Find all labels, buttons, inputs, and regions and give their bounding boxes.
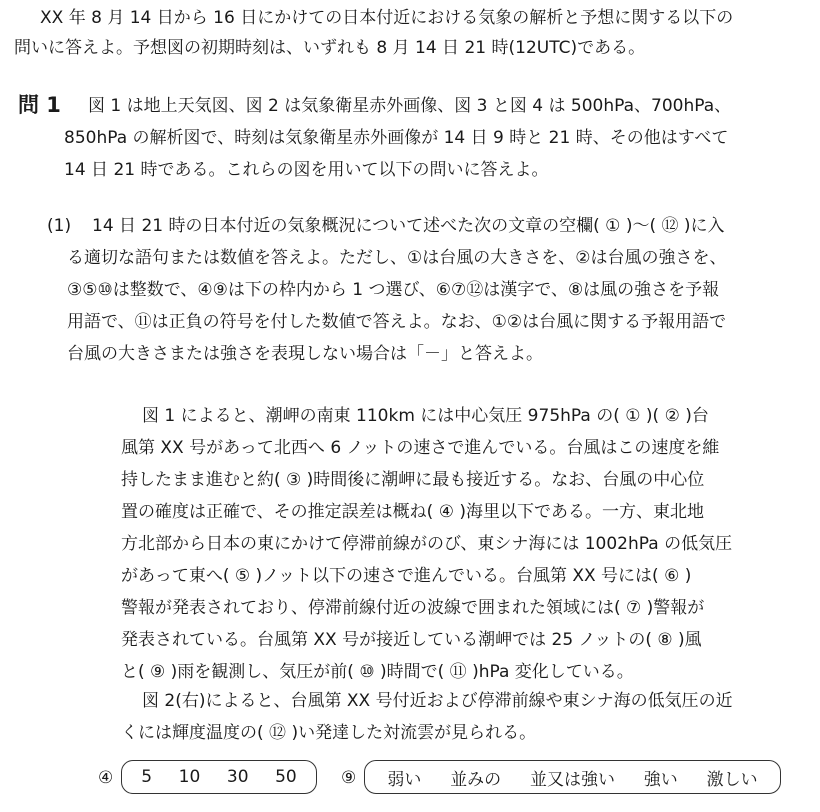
passage-line: 図 2(右)によると、台風第 XX 号付近および停滞前線や東シナ海の低気圧の近	[142, 691, 733, 711]
subquestion-line: 14 日 21 時の日本付近の気象概況について述べた次の文章の空欄( ① )〜( ⑫ )に入	[92, 216, 725, 236]
choice-option: 弱い	[387, 769, 422, 790]
subquestion-line: 台風の大きさまたは強さを表現しない場合は「－」と答えよ。	[67, 344, 543, 364]
choice-box-9	[364, 760, 781, 794]
choice-label-4: ④	[98, 768, 114, 788]
passage-line: くには輝度温度の( ⑫ )い発達した対流雲が見られる。	[121, 723, 537, 743]
question-label: 問 1	[18, 93, 61, 117]
passage-line: 置の確度は正確で、その推定誤差は概ね( ④ )海里以下である。一方、東北地	[121, 502, 704, 522]
choice-box-4	[121, 760, 317, 794]
intro-line-2: 問いに答えよ。予想図の初期時刻は、いずれも 8 月 14 日 21 時(12UTC)である。	[14, 38, 646, 58]
subquestion-line: 用語で、⑪は正負の符号を付した数値で答えよ。なお、①②は台風に関する予報用語で	[67, 312, 727, 332]
passage-line: 持したまま進むと約( ③ )時間後に潮岬に最も接近する。なお、台風の中心位	[121, 470, 705, 490]
subquestion-line: る適切な語句または数値を答えよ。ただし、①は台風の大きさを、②は台風の強さを、	[67, 248, 727, 268]
question-line: 14 日 21 時である。これらの図を用いて以下の問いに答えよ。	[64, 160, 549, 180]
passage-line: 図 1 によると、潮岬の南東 110km には中心気圧 975hPa の( ① )( ② )台	[142, 406, 709, 426]
choice-option: 5	[141, 767, 153, 787]
question-line: 850hPa の解析図で、時刻は気象衛星赤外画像が 14 日 9 時と 21 時、その他はすべて	[64, 128, 729, 148]
passage-line: があって東へ( ⑤ )ノット以下の速さで進んでいる。台風第 XX 号には( ⑥ )	[121, 566, 692, 586]
intro-line-1: XX 年 8 月 14 日から 16 日にかけての日本付近における気象の解析と予想に関する以下の	[40, 8, 734, 28]
passage-line: 警報が発表されており、停滞前線付近の波線で囲まれた領域には( ⑦ )警報が	[121, 598, 705, 618]
passage-line: 発表されている。台風第 XX 号が接近している潮岬では 25 ノットの( ⑧ )風	[121, 630, 702, 650]
subquestion-line: ③⑤⑩は整数で、④⑨は下の枠内から 1 つ選び、⑥⑦⑫は漢字で、⑧は風の強さを予報	[67, 280, 720, 300]
choice-label-9: ⑨	[341, 768, 357, 788]
choice-option: 並みの	[450, 769, 502, 790]
passage-line: と( ⑨ )雨を観測し、気圧が前( ⑩ )時間で( ⑪ )hPa 変化している。	[121, 662, 634, 682]
passage-line: 風第 XX 号があって北西へ 6 ノットの速さで進んでいる。台風はこの速度を維	[121, 438, 720, 458]
subquestion-label: (1)	[47, 216, 72, 236]
choice-option: 強い	[643, 769, 678, 790]
choice-option: 30	[226, 767, 249, 787]
question-line: 図 1 は地上天気図、図 2 は気象衛星赤外画像、図 3 と図 4 は 500hPa、700hPa、	[88, 96, 732, 116]
choice-option: 並又は強い	[529, 769, 615, 790]
choice-option: 10	[178, 767, 201, 787]
passage-line: 方北部から日本の東にかけて停滞前線がのび、東シナ海には 1002hPa の低気圧	[121, 534, 733, 554]
choice-option: 50	[275, 767, 297, 787]
choice-option: 激しい	[706, 769, 758, 790]
